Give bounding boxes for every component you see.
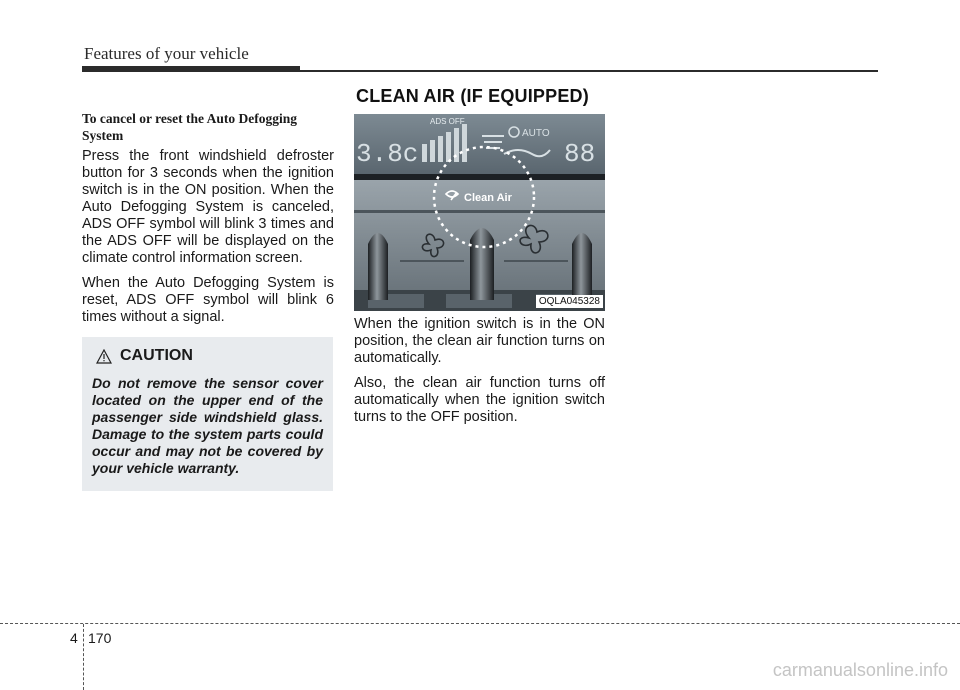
clean-air-label: Clean Air bbox=[464, 192, 512, 204]
header-rule-thick bbox=[82, 66, 300, 72]
page-number: 170 bbox=[88, 630, 112, 646]
display-auto: AUTO bbox=[522, 128, 550, 139]
watermark: carmanualsonline.info bbox=[772, 660, 948, 680]
climate-control-figure bbox=[354, 114, 605, 311]
knob bbox=[572, 233, 592, 300]
display-temp-left: 3.8c bbox=[356, 139, 419, 169]
caution-text: Do not remove the sensor cover located on the upper end of the passenger side windshield glass. Damage to the system parts could occur and may not be covered by your vehicle warranty. bbox=[92, 375, 323, 476]
footer-divider bbox=[83, 624, 84, 690]
chapter-number: 4 bbox=[70, 630, 78, 646]
knob bbox=[368, 233, 388, 300]
paragraph: When the ignition switch is in the ON position, the clean air function turns on automatically. bbox=[354, 316, 605, 366]
figure-code: OQLA045328 bbox=[536, 295, 603, 308]
display-temp-right: 88 bbox=[564, 139, 596, 169]
paragraph: Press the front windshield defroster button for 3 seconds when the ignition switch is in the ON position. When the Auto Defogging System is canceled, ADS OFF symbol will blink 3 times and the ADS OFF will be displayed on the climate control information screen. bbox=[82, 148, 334, 266]
paragraph: When the Auto Defogging System is reset, ADS OFF symbol will blink 6 times without a signal. bbox=[82, 275, 334, 325]
caution-header bbox=[92, 345, 323, 367]
display-ads-off: ADS OFF bbox=[430, 117, 465, 126]
left-column bbox=[82, 110, 334, 334]
section-title: CLEAN AIR (IF EQUIPPED) bbox=[356, 86, 589, 106]
header-rule-thin bbox=[300, 70, 878, 72]
knob bbox=[470, 228, 494, 300]
paragraph: Also, the clean air function turns off automatically when the ignition switch turns to the OFF position. bbox=[354, 375, 605, 425]
caution-title: CAUTION bbox=[120, 347, 193, 364]
warning-triangle-icon bbox=[96, 349, 112, 364]
footer-rule bbox=[0, 623, 960, 624]
subheading: To cancel or reset the Auto Defogging System bbox=[82, 111, 297, 143]
header-title: Features of your vehicle bbox=[84, 44, 249, 63]
caution-box bbox=[82, 337, 333, 491]
climate-panel-illustration bbox=[354, 114, 605, 311]
right-column bbox=[354, 316, 605, 434]
